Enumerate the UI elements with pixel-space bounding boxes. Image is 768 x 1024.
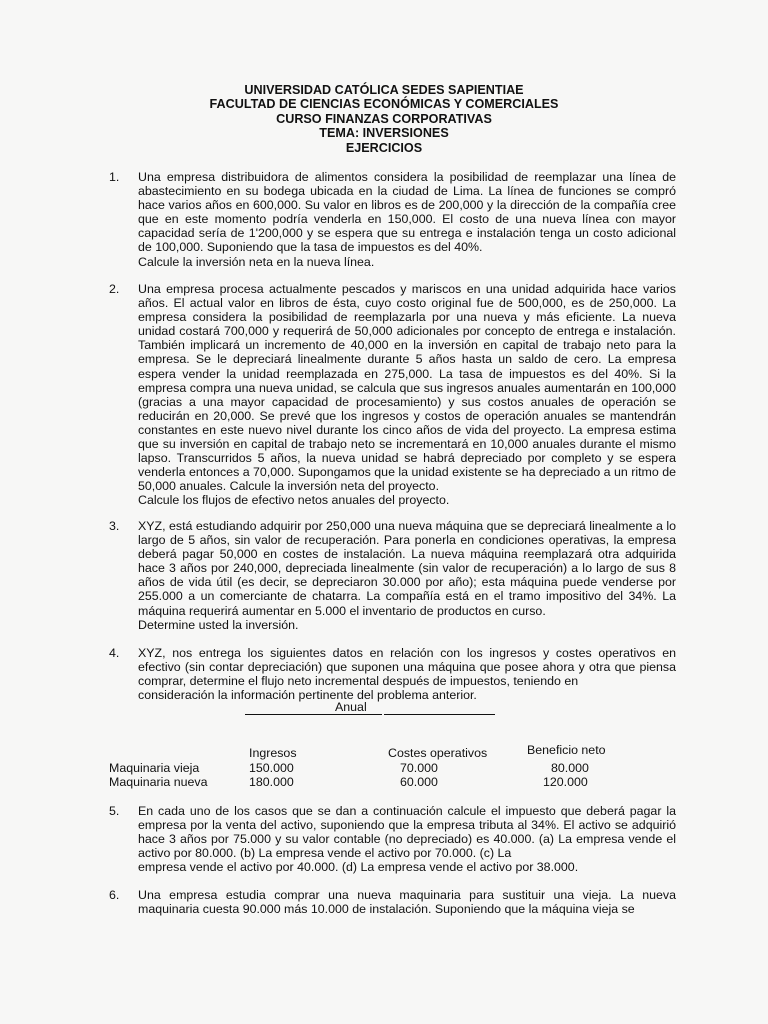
cell-costes: 60.000: [400, 775, 438, 789]
course-name: CURSO FINANZAS CORPORATIVAS: [276, 111, 492, 126]
cell-beneficio: 80.000: [551, 761, 589, 775]
exercise-number: 3.: [109, 519, 120, 533]
exercise-text: Una empresa procesa actualmente pescados y mariscos en una unidad adquirida hace varios años. El actual valor en libros de ésta, cuyo costo original fue de 500,000, es de 250,000. La empresa considera la posibilidad de reemplazarla por una nueva y más eficiente. La nueva unidad costará 700,000 y requerirá de 50,000 adicionales por concepto de entrega e instalación. También implicará un incremento de 40,000 en la inversión en capital de trabajo neto para la empresa. Se le depreciará linealmente durante 5 años hasta un saldo de cero. La empresa espera vender la unidad reemplazada en 275,000. La tasa de impuestos es del 40%. Si la empresa compra una nueva unidad, se calcula que sus ingresos anuales aumentarán en 100,000 (gracias a una mayor capacidad de procesamiento) y sus costos anuales de operación se reducirán en 20,000. Se prevé que los ingresos y costos de operación anuales se mantendrán constantes en este nuevo nivel durante los cinco años de vida del proyecto. La empresa estima que su inversión en capital de trabajo neto se incrementará en 10,000 anuales durante el mismo lapso. Transcurridos 5 años, la nueva unidad se habrá depreciado por completo y se espera venderla entonces a 70,000. Supongamos que la unidad existente se ha depreciado a un ritmo de 50,000 anuales. Calcule la inversión neta del proyecto.: [138, 282, 676, 494]
exercise-1: [109, 170, 676, 269]
row-label: Maquinaria vieja: [109, 761, 200, 775]
column-header-ingresos: Ingresos: [249, 746, 297, 760]
exercise-question: empresa vende el activo por 40.000. (d) La empresa vende el activo por 38.000.: [138, 860, 579, 875]
exercise-question: Calcule la inversión neta en la nueva línea.: [138, 254, 375, 269]
exercise-question: Determine usted la inversión.: [138, 617, 299, 632]
exercise-number: 1.: [109, 170, 120, 184]
topic-title: TEMA: INVERSIONES: [319, 126, 449, 141]
exercise-4: [109, 646, 676, 702]
exercise-2: [109, 282, 676, 508]
exercise-text: XYZ, está estudiando adquirir por 250,000 una nueva máquina que se depreciará linealmente a lo largo de 5 años, sin valor de recuperación. Para ponerla en condiciones operativas, la empresa deberá pagar 50,000 en costes de instalación. La nueva máquina reemplazará otra adquirida hace 3 años por 240,000, depreciada linealmente (sin valor de recuperación) a lo largo de sus 8 años de vida útil (es decir, se depreciaron 30.000 por año); esta máquina puede venderse por 255.000 a un comerciante de chatarra. La compañía está en el tramo impositivo del 34%. La máquina requerirá aumentar en 5.000 el inventario de productos en curso.: [138, 519, 676, 618]
row-label: Maquinaria nueva: [109, 775, 208, 789]
exercise-text: XYZ, nos entrega los siguientes datos en relación con los ingresos y costes operativos en efectivo (sin contar depreciación) que suponen una máquina que posee ahora y otra que piensa comprar, determine el flujo neto incremental después de impuestos, teniendo en: [138, 646, 676, 689]
income-costs-table: [109, 700, 709, 800]
exercise-question: Calcule los flujos de efectivo netos anuales del proyecto.: [138, 493, 450, 508]
column-header-costes: Costes operativos: [388, 746, 488, 760]
exercise-text: En cada uno de los casos que se dan a continuación calcule el impuesto que deberá pagar la empresa por la venta del activo, suponiendo que la empresa tributa al 34%. El activo se adquirió hace 3 años por 75.000 y su valor contable (no depreciado) es 40.000. (a) La empresa vende el activo por 80.000. (b) La empresa vende el activo por 70.000. (c) La: [138, 804, 676, 861]
cell-beneficio: 120.000: [543, 775, 588, 789]
exercise-5: [109, 804, 676, 874]
university-name: UNIVERSIDAD CATÓLICA SEDES SAPIENTIAE: [244, 83, 524, 97]
cell-ingresos: 150.000: [249, 761, 294, 775]
exercise-number: 4.: [109, 646, 120, 660]
cell-ingresos: 180.000: [249, 775, 294, 789]
exercise-text: Una empresa estudia comprar una nueva maquinaria para sustituir una vieja. La nueva maquinaria cuesta 90.000 más 10.000 de instalación. Suponiendo que la máquina vieja se: [138, 888, 676, 917]
exercise-text: Una empresa distribuidora de alimentos considera la posibilidad de reemplazar una línea de abastecimiento en su bodega ubicada en la ciudad de Lima. La línea de funciones se compró hace varios años en 600,000. Su valor en libros es de 200,000 y la dirección de la compañía cree que en este momento podría venderla en 150,000. El costo de una nueva línea con mayor capacidad sería de 1'200,000 y se espera que su entrega e instalación tenga un costo adicional de 100,000. Suponiendo que la tasa de impuestos es del 40%.: [138, 170, 676, 255]
exercise-number: 2.: [109, 282, 120, 296]
column-header-beneficio: Beneficio neto: [527, 743, 606, 757]
document-header: [0, 83, 768, 155]
section-title: EJERCICIOS: [345, 140, 423, 155]
table-title: Anual: [335, 700, 367, 714]
cell-costes: 70.000: [400, 761, 438, 775]
exercise-3: [109, 519, 676, 632]
exercise-6: [109, 888, 676, 916]
exercise-number: 6.: [109, 888, 120, 902]
exercise-number: 5.: [109, 804, 120, 818]
exercise-question: consideración la información pertinente del problema anterior.: [138, 688, 477, 703]
faculty-name: FACULTAD DE CIENCIAS ECONÓMICAS Y COMERCIALES: [209, 97, 559, 112]
